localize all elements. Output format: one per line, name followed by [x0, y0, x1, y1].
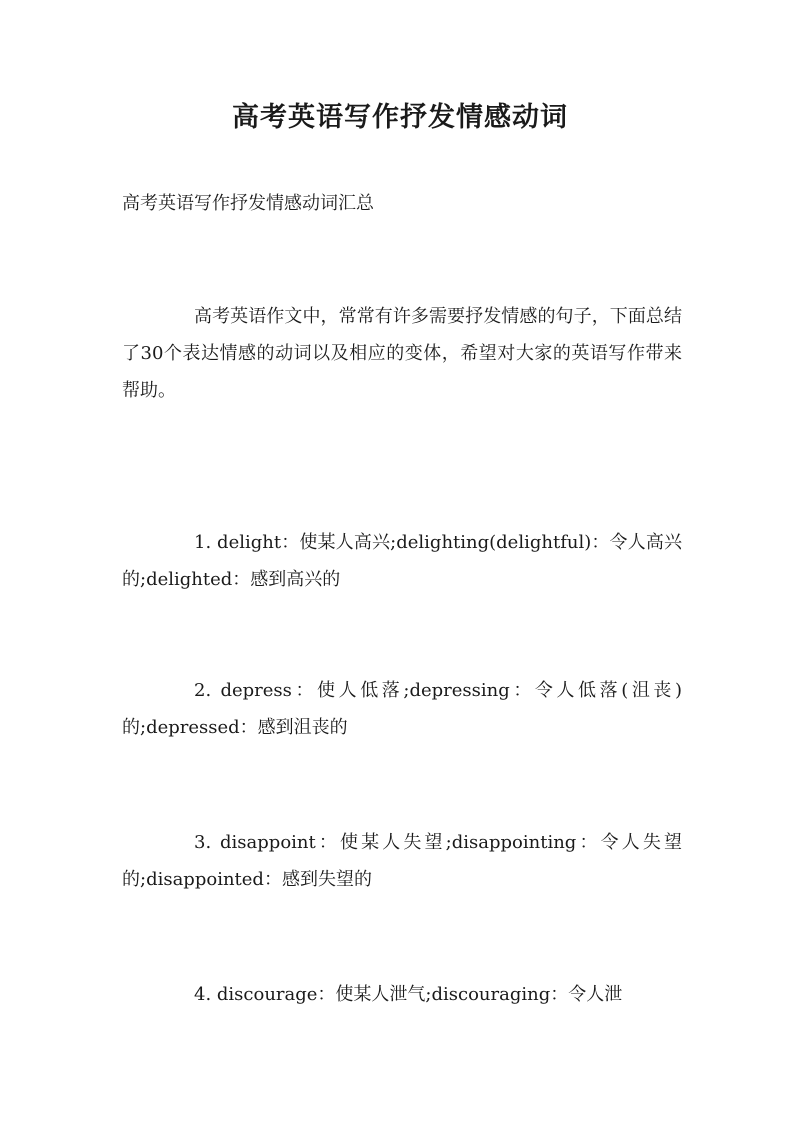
page-title: 高考英语写作抒发情感动词: [232, 102, 568, 133]
intro-paragraph: 高考英语作文中，常常有许多需要抒发情感的句子，下面总结了30个表达情感的动词以及相应的变体，希望对大家的英语写作带来帮助。: [122, 306, 682, 401]
list-item: 2. depress：使人低落;depressing：令人低落(沮丧)的;depressed：感到沮丧的: [122, 680, 682, 738]
list-item: 1. delight：使某人高兴;delighting(delightful)：令人高兴的;delighted：感到高兴的: [122, 532, 682, 590]
subtitle: 高考英语写作抒发情感动词汇总: [122, 193, 374, 214]
list-item: 3. disappoint：使某人失望;disappointing：令人失望的;disappointed：感到失望的: [122, 832, 682, 890]
list-item: 4. discourage：使某人泄气;discouraging：令人泄: [194, 984, 623, 1005]
